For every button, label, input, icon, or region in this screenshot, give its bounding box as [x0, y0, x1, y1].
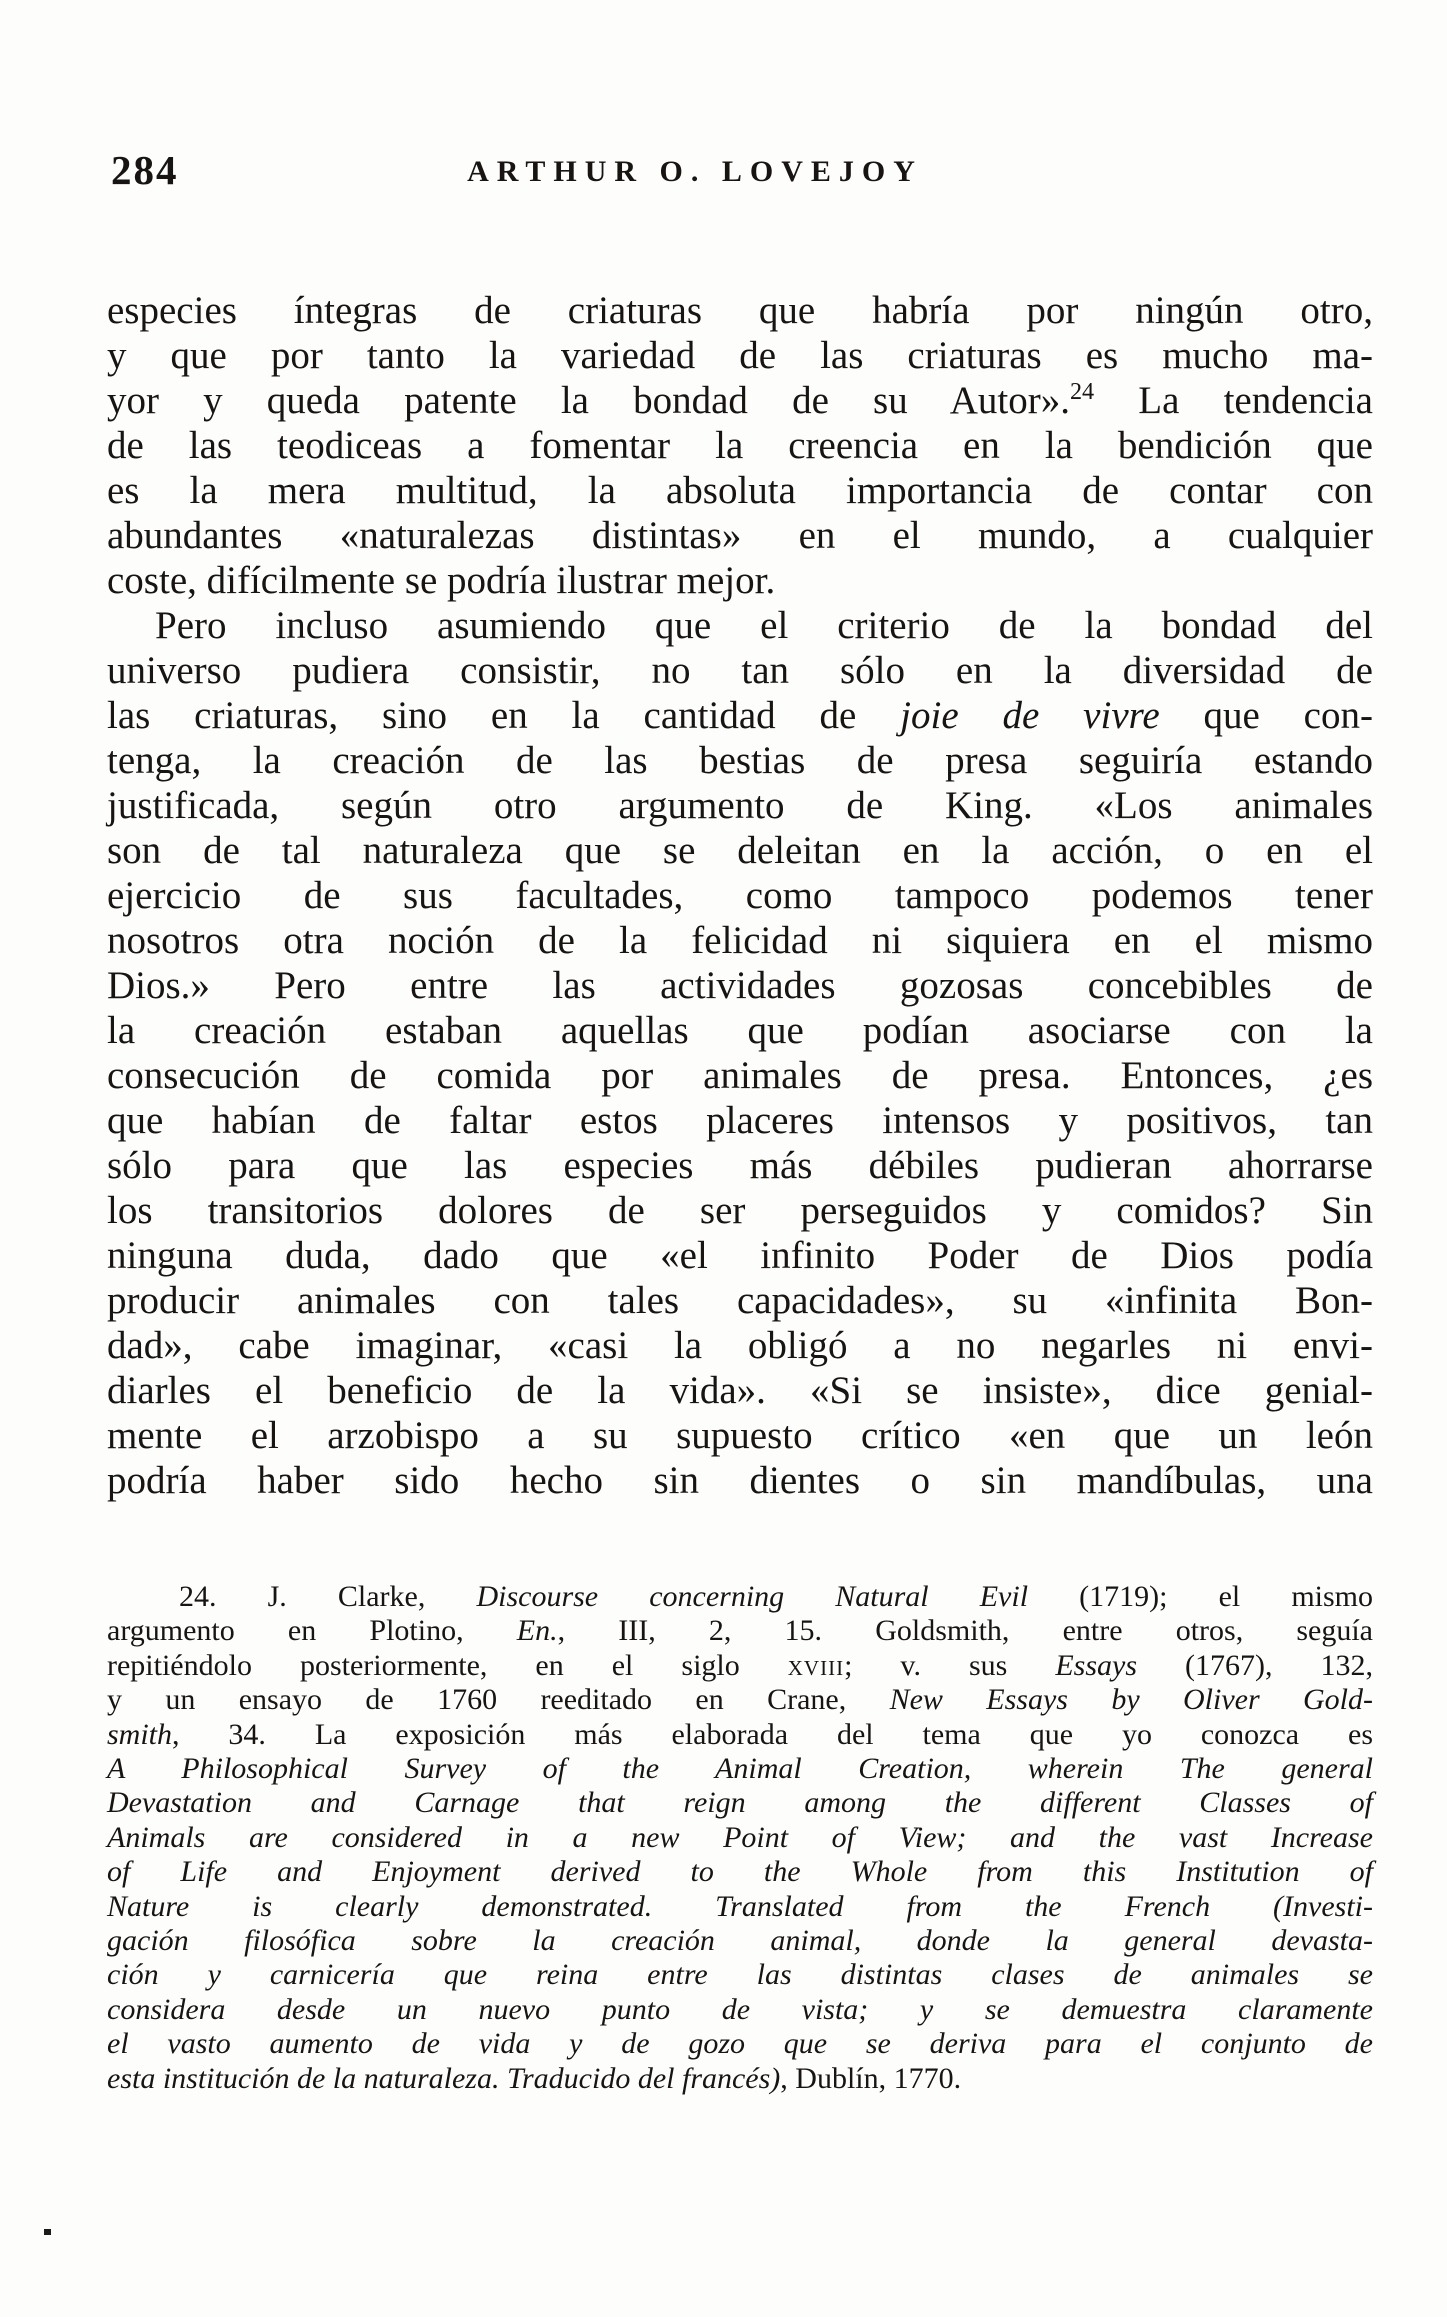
text-segment: xviii: [787, 1648, 845, 1682]
text-line: [107, 378, 1373, 423]
text-segment: son de tal naturaleza que se deleitan en la acción, o en el: [107, 829, 1373, 872]
text-line: [107, 1053, 1373, 1098]
text-segment: Pero incluso asumiendo que el criterio de la bondad del: [155, 604, 1373, 647]
text-line: [107, 1278, 1373, 1323]
page-header: [107, 146, 1373, 202]
text-segment: , 34. La exposición más elaborada del tema que yo conozca es: [172, 1717, 1373, 1751]
footnote-line: [107, 2062, 1373, 2096]
text-line: [107, 918, 1373, 963]
text-segment: ejercicio de sus facultades, como tampoco podemos tener: [107, 874, 1373, 917]
text-segment: dad», cabe imaginar, «casi la obligó a no negarles ni envi-: [107, 1324, 1373, 1367]
text-segment: producir animales con tales capacidades», su «infinita Bon-: [107, 1279, 1373, 1322]
text-segment: (1719); el mismo: [1028, 1580, 1373, 1613]
text-segment: A Philosophical Survey of the Animal Creation, wherein The general: [107, 1752, 1373, 1786]
text-line: [107, 603, 1373, 648]
footnote-line: [107, 1614, 1373, 1648]
text-segment: argumento en Plotino,: [107, 1614, 517, 1648]
text-segment: tenga, la creación de las bestias de presa seguiría estando: [107, 739, 1373, 782]
footnote-line: [107, 1718, 1373, 1752]
text-segment: universo pudiera consistir, no tan sólo en la diversidad de: [107, 649, 1373, 692]
text-segment: repitiéndolo posteriormente, en el siglo: [107, 1648, 788, 1682]
text-line: [107, 423, 1373, 468]
text-line: [107, 468, 1373, 513]
text-segment: las criaturas, sino en la cantidad de: [107, 694, 901, 737]
text-segment: la creación estaban aquellas que podían asociarse con la: [107, 1009, 1373, 1052]
text-segment: , Dublín, 1770.: [780, 2061, 962, 2095]
text-segment: (1767), 132,: [1137, 1648, 1373, 1682]
text-segment: especies íntegras de criaturas que habría por ningún otro,: [107, 289, 1373, 332]
text-segment: coste, difícilmente se podría ilustrar mejor.: [107, 559, 776, 602]
footnote-line: [107, 1580, 1373, 1614]
text-segment: abundantes «naturalezas distintas» en el mundo, a cualquier: [107, 514, 1373, 557]
text-segment: que con-: [1159, 694, 1373, 737]
text-segment: los transitorios dolores de ser perseguidos y comidos? Sin: [107, 1189, 1373, 1232]
text-line: [107, 783, 1373, 828]
text-line: [107, 1413, 1373, 1458]
text-line: [107, 288, 1373, 333]
text-segment: Dios.» Pero entre las actividades gozosas concebibles de: [107, 964, 1373, 1007]
text-segment: Essays: [1055, 1648, 1137, 1682]
text-segment: Nature is clearly demonstrated. Translated from the French (Investi-: [107, 1889, 1373, 1923]
body-text: [107, 288, 1373, 1503]
text-line: [107, 963, 1373, 1008]
text-segment: de las teodiceas a fomentar la creencia en la bendición que: [107, 424, 1373, 467]
text-segment: gación filosófica sobre la creación animal, donde la general devasta-: [107, 1924, 1373, 1958]
text-line: [107, 1233, 1373, 1278]
text-segment: es la mera multitud, la absoluta importancia de contar con: [107, 469, 1373, 512]
text-segment: Animals are considered in a new Point of View; and the vast Increase: [107, 1820, 1373, 1854]
text-segment: considera desde un nuevo punto de vista; y se demuestra claramente: [107, 1992, 1373, 2026]
text-segment: Discourse concerning Natural Evil: [476, 1580, 1029, 1613]
text-segment: ; v. sus: [844, 1648, 1056, 1682]
text-line: [107, 873, 1373, 918]
footnote-line: [107, 1855, 1373, 1889]
footnote-line: [107, 1752, 1373, 1786]
footnote-section: [107, 1580, 1373, 2096]
text-line: [107, 558, 1373, 603]
text-segment: Devastation and Carnage that reign among the different Classes of: [107, 1786, 1373, 1820]
scan-artifact-dot: [44, 2229, 51, 2235]
text-segment: ninguna duda, dado que «el infinito Poder de Dios podía: [107, 1234, 1373, 1277]
footnote-line: [107, 2027, 1373, 2061]
text-segment: y que por tanto la variedad de las criaturas es mucho ma-: [107, 334, 1373, 377]
text-segment: justificada, según otro argumento de King. «Los animales: [107, 784, 1373, 827]
text-segment: yor y queda patente la bondad de su Autor».: [107, 379, 1070, 422]
text-line: [107, 513, 1373, 558]
text-segment: que habían de faltar estos placeres intensos y positivos, tan: [107, 1099, 1373, 1142]
footnote-line: [107, 1924, 1373, 1958]
text-line: [107, 333, 1373, 378]
text-line: [107, 738, 1373, 783]
footnote-line: [107, 1683, 1373, 1717]
text-segment: of Life and Enjoyment derived to the Whole from this Institution of: [107, 1855, 1373, 1889]
text-segment: mente el arzobispo a su supuesto crítico «en que un león: [107, 1414, 1373, 1457]
text-segment: y un ensayo de 1760 reeditado en Crane,: [107, 1683, 890, 1717]
footnote-line: [107, 1993, 1373, 2027]
text-line: [107, 1098, 1373, 1143]
text-segment: New Essays by Oliver Gold-: [889, 1683, 1373, 1717]
footnote-line: [107, 1786, 1373, 1820]
text-line: [107, 1143, 1373, 1188]
text-line: [107, 1323, 1373, 1368]
text-segment: , III, 2, 15. Goldsmith, entre otros, seguía: [557, 1614, 1374, 1648]
text-line: [107, 648, 1373, 693]
text-segment: smith: [107, 1717, 173, 1751]
text-line: [107, 828, 1373, 873]
text-segment: La tendencia: [1094, 379, 1373, 422]
text-segment: el vasto aumento de vida y de gozo que se deriva para el conjunto de: [107, 2027, 1373, 2061]
text-line: [107, 1368, 1373, 1413]
footnote-line: [107, 1958, 1373, 1992]
text-segment: sólo para que las especies más débiles pudieran ahorrarse: [107, 1144, 1373, 1187]
text-line: [107, 1458, 1373, 1503]
text-segment: nosotros otra noción de la felicidad ni siquiera en el mismo: [107, 919, 1373, 962]
text-segment: podría haber sido hecho sin dientes o sin mandíbulas, una: [107, 1459, 1373, 1502]
text-segment: joie de vivre: [900, 694, 1160, 737]
text-line: [107, 1188, 1373, 1233]
text-segment: esta institución de la naturaleza. Traducido del francés): [107, 2061, 781, 2095]
text-line: [107, 1008, 1373, 1053]
footnote-line: [107, 1890, 1373, 1924]
text-segment: diarles el beneficio de la vida». «Si se insiste», dice genial-: [107, 1369, 1373, 1412]
text-line: [107, 693, 1373, 738]
text-segment: ción y carnicería que reina entre las distintas clases de animales se: [107, 1958, 1373, 1992]
text-segment: consecución de comida por animales de presa. Entonces, ¿es: [107, 1054, 1373, 1097]
footnote-ref: 24: [1069, 378, 1095, 405]
footnote-line: [107, 1821, 1373, 1855]
footnote-line: [107, 1649, 1373, 1683]
text-segment: 24. J. Clarke,: [179, 1580, 477, 1613]
text-segment: En.: [516, 1614, 558, 1648]
running-head: ARTHUR O. LOVEJOY: [467, 155, 923, 188]
page-number: 284: [111, 147, 179, 193]
